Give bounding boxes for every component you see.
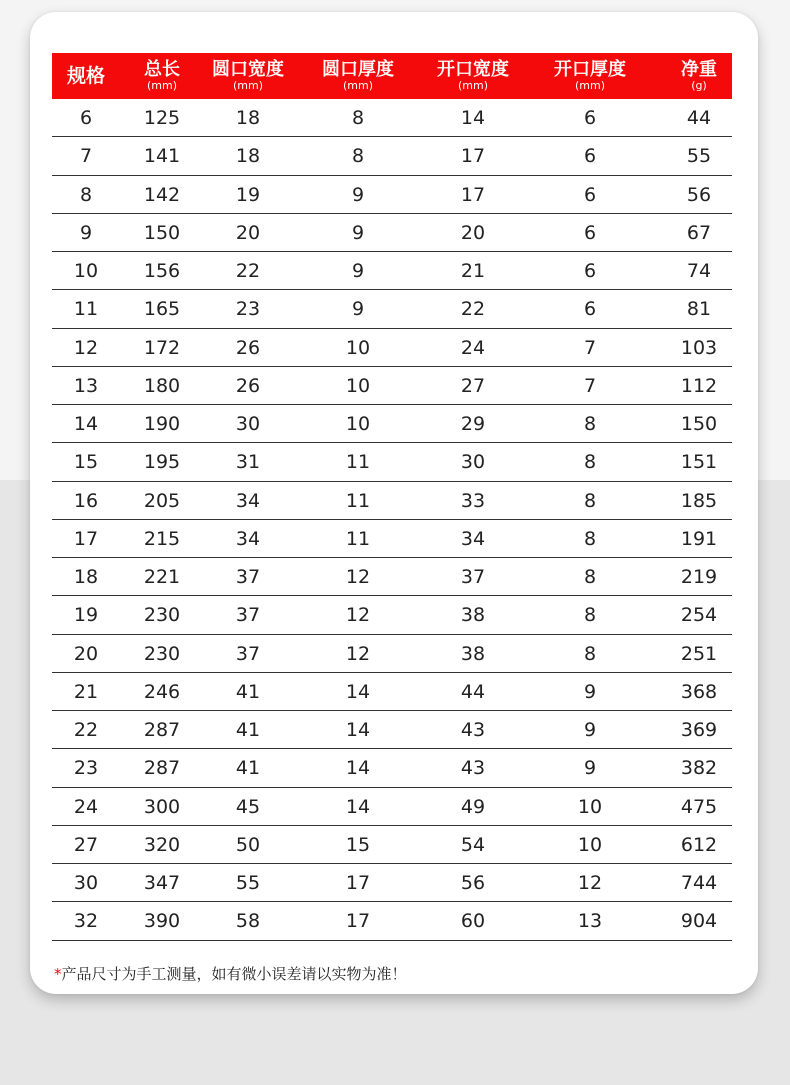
cell-open-width: 33 [460, 489, 486, 512]
cell-spec: 8 [79, 183, 93, 206]
table-row [52, 864, 732, 902]
cell-total-length: 287 [143, 757, 181, 780]
cell-round-width: 37 [235, 642, 261, 665]
cell-spec: 17 [73, 527, 99, 550]
table-row [52, 443, 732, 481]
cell-total-length: 195 [143, 451, 181, 474]
cell-net-weight: 44 [686, 107, 712, 129]
cell-total-length: 172 [143, 336, 181, 359]
header-unit: (mm) [146, 79, 177, 92]
table-row [52, 826, 732, 864]
cell-total-length: 246 [143, 680, 181, 703]
cell-total-length: 125 [143, 107, 181, 129]
header-round-thickness [322, 53, 394, 99]
cell-total-length: 221 [143, 566, 181, 588]
cell-open-width: 17 [460, 145, 486, 168]
cell-round-width: 34 [235, 489, 261, 512]
cell-round-thickness: 9 [351, 183, 365, 206]
cell-open-width: 29 [460, 413, 486, 435]
cell-spec: 9 [79, 221, 93, 244]
cell-total-length: 165 [143, 298, 181, 321]
cell-net-weight: 67 [686, 221, 712, 244]
cell-spec: 6 [79, 107, 93, 129]
cell-round-thickness: 17 [345, 872, 371, 894]
footnote-text: 产品尺寸为手工测量，如有微小误差请以实物为准！ [61, 965, 407, 983]
cell-total-length: 230 [143, 642, 181, 665]
header-open-width [437, 53, 509, 99]
cell-open-thickness: 8 [583, 489, 597, 512]
cell-net-weight: 612 [680, 833, 718, 856]
header-unit: (mm) [232, 79, 263, 92]
cell-round-thickness: 11 [345, 489, 371, 512]
cell-net-weight: 112 [680, 374, 718, 397]
cell-round-width: 30 [235, 413, 261, 435]
cell-spec: 32 [73, 910, 99, 933]
cell-round-width: 31 [235, 451, 261, 474]
cell-spec: 18 [73, 566, 99, 588]
table-row [52, 329, 732, 367]
cell-round-width: 18 [235, 145, 261, 168]
cell-open-thickness: 6 [583, 145, 597, 168]
cell-open-thickness: 10 [577, 833, 603, 856]
table-row [52, 902, 732, 940]
cell-open-width: 44 [460, 680, 486, 703]
cell-net-weight: 744 [680, 872, 718, 894]
cell-round-thickness: 14 [345, 719, 371, 741]
cell-round-thickness: 10 [345, 413, 371, 435]
cell-round-thickness: 9 [351, 298, 365, 321]
cell-round-thickness: 14 [345, 795, 371, 818]
cell-open-thickness: 8 [583, 451, 597, 474]
header-spec [67, 53, 105, 99]
table-row [52, 635, 732, 673]
header-unit: (mm) [342, 79, 373, 92]
cell-round-width: 41 [235, 719, 261, 741]
table-row [52, 252, 732, 290]
cell-round-width: 41 [235, 757, 261, 780]
cell-open-thickness: 8 [583, 413, 597, 435]
table-row [52, 596, 732, 634]
cell-spec: 11 [73, 298, 99, 321]
cell-net-weight: 904 [680, 910, 718, 933]
cell-round-width: 37 [235, 566, 261, 588]
cell-total-length: 215 [143, 527, 181, 550]
cell-round-thickness: 15 [345, 833, 371, 856]
cell-round-width: 34 [235, 527, 261, 550]
cell-round-width: 50 [235, 833, 261, 856]
header-label: 净重 [681, 59, 717, 80]
cell-total-length: 347 [143, 872, 181, 894]
cell-round-thickness: 17 [345, 910, 371, 933]
cell-round-thickness: 12 [345, 566, 371, 588]
table-row [52, 137, 732, 175]
header-unit: (g) [691, 79, 707, 92]
cell-spec: 13 [73, 374, 99, 397]
header-label: 圆口厚度 [322, 59, 394, 80]
footnote-star: * [54, 965, 62, 983]
header-unit: (mm) [574, 79, 605, 92]
cell-spec: 7 [79, 145, 93, 168]
cell-spec: 22 [73, 719, 99, 741]
cell-open-width: 22 [460, 298, 486, 321]
cell-round-thickness: 11 [345, 451, 371, 474]
cell-open-width: 27 [460, 374, 486, 397]
cell-open-width: 24 [460, 336, 486, 359]
cell-open-thickness: 6 [583, 183, 597, 206]
cell-open-thickness: 9 [583, 719, 597, 741]
cell-round-thickness: 14 [345, 680, 371, 703]
table-row [52, 290, 732, 328]
cell-open-thickness: 6 [583, 260, 597, 282]
cell-open-thickness: 7 [583, 336, 597, 359]
cell-total-length: 300 [143, 795, 181, 818]
cell-total-length: 141 [143, 145, 181, 168]
cell-open-width: 38 [460, 642, 486, 665]
cell-round-thickness: 9 [351, 260, 365, 282]
cell-open-width: 54 [460, 833, 486, 856]
spec-card [30, 12, 758, 994]
table-row [52, 214, 732, 252]
cell-open-width: 34 [460, 527, 486, 550]
cell-total-length: 180 [143, 374, 181, 397]
table-row [52, 711, 732, 749]
cell-spec: 27 [73, 833, 99, 856]
cell-total-length: 205 [143, 489, 181, 512]
table-row [52, 520, 732, 558]
cell-total-length: 150 [143, 221, 181, 244]
cell-round-width: 58 [235, 910, 261, 933]
cell-round-thickness: 11 [345, 527, 371, 550]
cell-net-weight: 251 [680, 642, 718, 665]
cell-round-width: 41 [235, 680, 261, 703]
cell-open-width: 17 [460, 183, 486, 206]
cell-open-thickness: 6 [583, 107, 597, 129]
cell-round-width: 23 [235, 298, 261, 321]
cell-total-length: 230 [143, 604, 181, 627]
table-row [52, 788, 732, 826]
cell-round-width: 22 [235, 260, 261, 282]
cell-round-width: 26 [235, 336, 261, 359]
header-label: 圆口宽度 [212, 59, 284, 80]
cell-net-weight: 150 [680, 413, 718, 435]
spec-table [52, 53, 732, 941]
cell-net-weight: 219 [680, 566, 718, 588]
cell-round-width: 18 [235, 107, 261, 129]
cell-open-thickness: 12 [577, 872, 603, 894]
cell-total-length: 156 [143, 260, 181, 282]
cell-open-width: 60 [460, 910, 486, 933]
cell-open-width: 21 [460, 260, 486, 282]
cell-net-weight: 191 [680, 527, 718, 550]
cell-spec: 20 [73, 642, 99, 665]
cell-total-length: 287 [143, 719, 181, 741]
header-label: 开口厚度 [554, 59, 626, 80]
cell-net-weight: 185 [680, 489, 718, 512]
cell-open-width: 20 [460, 221, 486, 244]
cell-spec: 24 [73, 795, 99, 818]
table-row [52, 482, 732, 520]
cell-spec: 30 [73, 872, 99, 894]
table-body [52, 99, 732, 941]
cell-net-weight: 55 [686, 145, 712, 168]
table-row [52, 176, 732, 214]
table-row [52, 367, 732, 405]
cell-open-thickness: 6 [583, 221, 597, 244]
header-round-width [212, 53, 284, 99]
cell-open-width: 30 [460, 451, 486, 474]
cell-net-weight: 382 [680, 757, 718, 780]
cell-open-thickness: 8 [583, 642, 597, 665]
cell-spec: 19 [73, 604, 99, 627]
cell-open-width: 49 [460, 795, 486, 818]
cell-open-thickness: 9 [583, 680, 597, 703]
cell-open-thickness: 10 [577, 795, 603, 818]
cell-open-thickness: 9 [583, 757, 597, 780]
cell-net-weight: 81 [686, 298, 712, 321]
cell-spec: 15 [73, 451, 99, 474]
cell-round-width: 20 [235, 221, 261, 244]
cell-net-weight: 368 [680, 680, 718, 703]
cell-open-width: 38 [460, 604, 486, 627]
cell-open-thickness: 6 [583, 298, 597, 321]
cell-round-thickness: 8 [351, 145, 365, 168]
cell-open-width: 37 [460, 566, 486, 588]
cell-net-weight: 369 [680, 719, 718, 741]
header-label: 规格 [66, 65, 106, 87]
cell-net-weight: 103 [680, 336, 718, 359]
cell-round-width: 45 [235, 795, 261, 818]
cell-open-thickness: 8 [583, 566, 597, 588]
cell-open-thickness: 8 [583, 604, 597, 627]
cell-total-length: 390 [143, 910, 181, 933]
cell-open-thickness: 8 [583, 527, 597, 550]
cell-open-width: 43 [460, 757, 486, 780]
cell-round-thickness: 12 [345, 642, 371, 665]
cell-net-weight: 254 [680, 604, 718, 627]
header-unit: (mm) [457, 79, 488, 92]
header-total-length [144, 53, 180, 99]
cell-round-thickness: 9 [351, 221, 365, 244]
footnote [54, 963, 407, 984]
cell-round-width: 55 [235, 872, 261, 894]
table-row [52, 99, 732, 137]
cell-open-width: 14 [460, 107, 486, 129]
cell-spec: 14 [73, 413, 99, 435]
cell-net-weight: 151 [680, 451, 718, 474]
cell-round-thickness: 12 [345, 604, 371, 627]
cell-total-length: 320 [143, 833, 181, 856]
table-row [52, 749, 732, 787]
cell-spec: 10 [73, 260, 99, 282]
table-row [52, 405, 732, 443]
cell-round-width: 19 [235, 183, 261, 206]
cell-open-thickness: 13 [577, 910, 603, 933]
table-header [52, 53, 732, 99]
cell-round-width: 37 [235, 604, 261, 627]
cell-net-weight: 74 [686, 260, 712, 282]
cell-spec: 12 [73, 336, 99, 359]
cell-round-width: 26 [235, 374, 261, 397]
cell-total-length: 142 [143, 183, 181, 206]
header-open-thickness [554, 53, 626, 99]
cell-open-thickness: 7 [583, 374, 597, 397]
cell-round-thickness: 10 [345, 336, 371, 359]
cell-net-weight: 56 [686, 183, 712, 206]
cell-net-weight: 475 [680, 795, 718, 818]
header-label: 总长 [144, 59, 180, 80]
header-net-weight [681, 53, 717, 99]
cell-round-thickness: 8 [351, 107, 365, 129]
cell-spec: 16 [73, 489, 99, 512]
cell-total-length: 190 [143, 413, 181, 435]
cell-round-thickness: 14 [345, 757, 371, 780]
cell-open-width: 43 [460, 719, 486, 741]
table-row [52, 558, 732, 596]
table-row [52, 673, 732, 711]
header-label: 开口宽度 [437, 59, 509, 80]
cell-round-thickness: 10 [345, 374, 371, 397]
cell-spec: 23 [73, 757, 99, 780]
cell-spec: 21 [73, 680, 99, 703]
cell-open-width: 56 [460, 872, 486, 894]
